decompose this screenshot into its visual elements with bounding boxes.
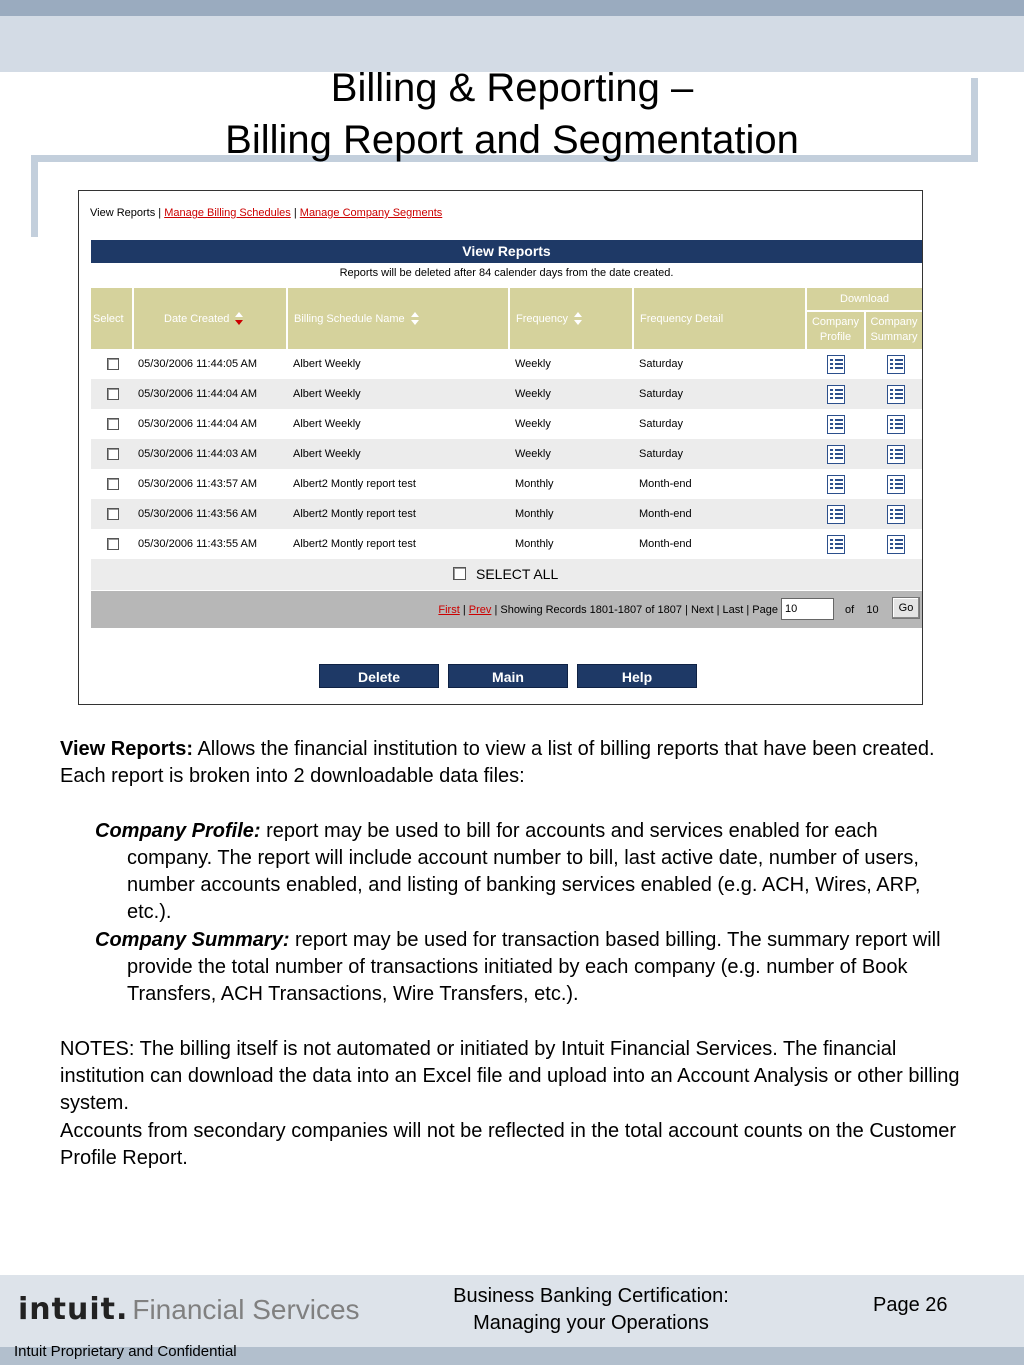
row-schedule-name: Albert Weekly	[293, 418, 361, 430]
company-profile-label: Company Profile:	[95, 819, 261, 842]
breadcrumb-sep: |	[158, 207, 162, 219]
col-frequency-label: Frequency	[516, 312, 568, 325]
row-checkbox[interactable]	[107, 388, 119, 400]
go-button[interactable]: Go	[892, 597, 920, 619]
footer-line-2: Managing your Operations	[473, 1312, 709, 1334]
title-line-1: Billing & Reporting –	[330, 66, 694, 110]
sort-arrows-icon	[411, 312, 419, 326]
sort-arrows-icon	[574, 312, 582, 326]
row-schedule-name: Albert2 Montly report test	[293, 508, 416, 520]
row-frequency-detail: Saturday	[639, 448, 684, 460]
row-frequency-detail: Saturday	[639, 388, 684, 400]
row-frequency: Weekly	[515, 388, 551, 400]
company-summary-text: report may be used for transaction based billing. The summary report will provide the total number of transactions initiated by each company (e.g. number of Book Transfers, ACH Transactions, Wire Transfers, etc.).	[127, 928, 941, 1006]
row-checkbox[interactable]	[107, 508, 119, 520]
row-frequency: Weekly	[515, 448, 551, 460]
row-date: 05/30/2006 11:44:03 AM	[138, 448, 258, 460]
row-date: 05/30/2006 11:44:05 AM	[138, 358, 258, 370]
view-reports-paragraph	[60, 736, 965, 791]
breadcrumb-sep: |	[293, 207, 297, 219]
row-date: 05/30/2006 11:43:56 AM	[138, 508, 258, 520]
select-all-label: SELECT ALL	[476, 566, 559, 582]
breadcrumb-current: View Reports	[90, 207, 156, 219]
company-summary-paragraph	[60, 927, 965, 1009]
intuit-financial-services-logo	[18, 1292, 360, 1327]
col-billing-schedule-name[interactable]	[288, 288, 508, 349]
col-company-summary: Company Summary	[866, 312, 922, 349]
row-schedule-name: Albert Weekly	[293, 448, 361, 460]
view-reports-text: Allows the financial institution to view a list of billing reports that have been created. Each report is broken into 2 downloadable data files:	[60, 738, 935, 788]
of-text: of	[845, 604, 855, 616]
company-profile-download-icon[interactable]	[827, 505, 845, 524]
pager-text: First | Prev | Showing Records 1801-1807 of 1807 | Next | Last | Page	[438, 604, 778, 616]
table-row	[91, 439, 922, 469]
row-frequency-detail: Saturday	[639, 418, 684, 430]
pager-status: | Showing Records 1801-1807 of 1807 | Next | Last | Page	[491, 604, 778, 616]
delete-button[interactable]: Delete	[319, 664, 439, 688]
manage-company-segments-link[interactable]: Manage Company Segments	[299, 207, 443, 219]
main-button[interactable]: Main	[448, 664, 568, 688]
report-screenshot	[78, 190, 923, 705]
row-frequency: Monthly	[515, 508, 554, 520]
company-summary-download-icon[interactable]	[887, 355, 905, 374]
prev-page-link[interactable]: Prev	[468, 604, 492, 616]
company-profile-text: report may be used to bill for accounts and services enabled for each company. The report will include account number to bill, last active date, number of users, number accounts enabled, and listing of banking services enabled (e.g. ACH, Wires, ARP, etc.).	[127, 819, 921, 924]
footer-course-title	[410, 1283, 772, 1337]
company-profile-download-icon[interactable]	[827, 415, 845, 434]
col-date-created[interactable]	[134, 288, 286, 349]
table-row	[91, 469, 922, 499]
row-schedule-name: Albert2 Montly report test	[293, 478, 416, 490]
total-pages: 10	[866, 604, 879, 616]
pager	[91, 591, 922, 628]
title-line-2: Billing Report and Segmentation	[225, 118, 799, 162]
help-button[interactable]: Help	[577, 664, 697, 688]
row-frequency: Weekly	[515, 418, 551, 430]
row-checkbox[interactable]	[107, 478, 119, 490]
row-date: 05/30/2006 11:43:55 AM	[138, 538, 258, 550]
table-row	[91, 499, 922, 529]
row-schedule-name: Albert Weekly	[293, 358, 361, 370]
row-frequency-detail: Month-end	[639, 478, 692, 490]
row-schedule-name: Albert2 Montly report test	[293, 538, 416, 550]
company-summary-download-icon[interactable]	[887, 445, 905, 464]
view-reports-header: View Reports	[91, 240, 922, 263]
row-frequency: Monthly	[515, 538, 554, 550]
page-number: Page 26	[873, 1294, 948, 1316]
company-profile-download-icon[interactable]	[827, 535, 845, 554]
table-row	[91, 349, 922, 379]
table-row	[91, 529, 922, 559]
col-company-profile: Company Profile	[807, 312, 864, 349]
company-profile-download-icon[interactable]	[827, 355, 845, 374]
row-date: 05/30/2006 11:44:04 AM	[138, 418, 258, 430]
row-checkbox[interactable]	[107, 358, 119, 370]
col-frequency[interactable]	[510, 288, 632, 349]
row-date: 05/30/2006 11:43:57 AM	[138, 478, 258, 490]
slide-title	[0, 62, 1024, 166]
select-all-row	[91, 559, 922, 590]
view-reports-label: View Reports:	[60, 738, 193, 760]
row-frequency: Monthly	[515, 478, 554, 490]
company-summary-download-icon[interactable]	[887, 535, 905, 554]
col-frequency-detail: Frequency Detail	[634, 288, 805, 349]
company-profile-download-icon[interactable]	[827, 385, 845, 404]
company-summary-download-icon[interactable]	[887, 475, 905, 494]
company-summary-download-icon[interactable]	[887, 385, 905, 404]
sort-arrows-icon	[235, 312, 243, 326]
company-profile-download-icon[interactable]	[827, 475, 845, 494]
company-profile-paragraph	[60, 818, 965, 927]
first-page-link[interactable]: First	[438, 604, 460, 616]
page-of-label	[845, 604, 879, 616]
logo-brand: intuit.	[18, 1292, 129, 1327]
top-band	[0, 0, 1024, 16]
description	[60, 736, 965, 1172]
deletion-note: Reports will be deleted after 84 calender days from the date created.	[339, 267, 674, 279]
notes-paragraph: NOTES: The billing itself is not automated or initiated by Intuit Financial Services. The financial institution can download the data into an Excel file and upload into an Account Analysis or other billing system.	[60, 1037, 960, 1115]
page-number-input[interactable]	[781, 598, 834, 620]
logo-suffix: Financial Services	[132, 1294, 360, 1325]
col-date-created-label: Date Created	[164, 312, 230, 325]
company-summary-download-icon[interactable]	[887, 505, 905, 524]
row-checkbox[interactable]	[107, 538, 119, 550]
table-row	[91, 409, 922, 439]
table-row	[91, 379, 922, 409]
row-frequency-detail: Month-end	[639, 538, 692, 550]
row-frequency-detail: Month-end	[639, 508, 692, 520]
select-all-checkbox[interactable]	[453, 567, 466, 580]
row-schedule-name: Albert Weekly	[293, 388, 361, 400]
col-download: Download	[807, 288, 922, 310]
col-select: Select	[91, 288, 132, 349]
secondary-accounts-paragraph: Accounts from secondary companies will not be reflected in the total account counts on the Customer Profile Report.	[60, 1119, 957, 1169]
company-summary-label: Company Summary:	[95, 928, 290, 951]
row-date: 05/30/2006 11:44:04 AM	[138, 388, 258, 400]
company-summary-download-icon[interactable]	[887, 415, 905, 434]
breadcrumb	[90, 207, 442, 219]
frame-decoration	[31, 155, 38, 237]
footer-line-1: Business Banking Certification:	[453, 1285, 729, 1307]
row-checkbox[interactable]	[107, 448, 119, 460]
col-schedule-label: Billing Schedule Name	[294, 312, 405, 325]
row-checkbox[interactable]	[107, 418, 119, 430]
confidential-notice: Intuit Proprietary and Confidential	[14, 1343, 237, 1360]
row-frequency-detail: Saturday	[639, 358, 684, 370]
row-frequency: Weekly	[515, 358, 551, 370]
company-profile-download-icon[interactable]	[827, 445, 845, 464]
manage-billing-schedules-link[interactable]: Manage Billing Schedules	[164, 207, 291, 219]
